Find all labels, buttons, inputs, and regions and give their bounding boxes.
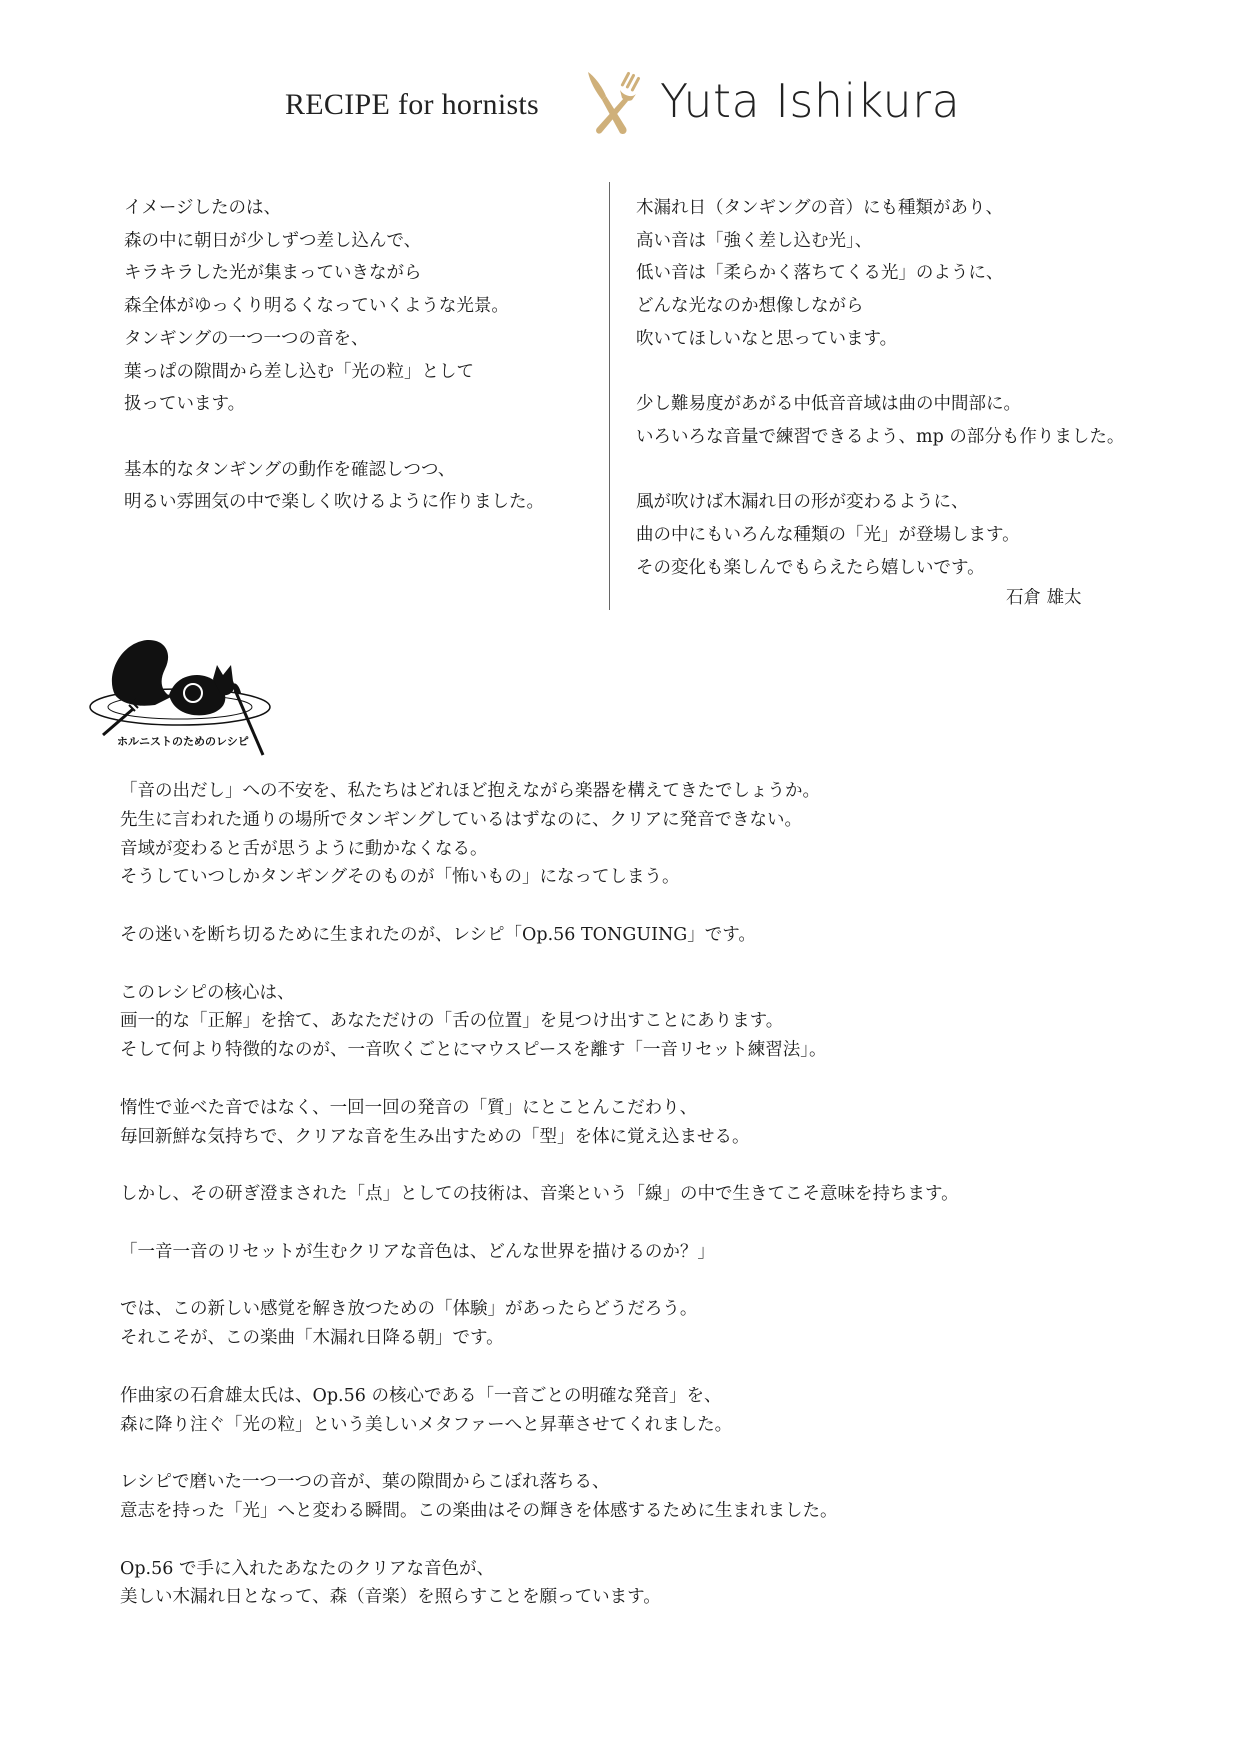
text-line: 森の中に朝日が少しずつ差し込んで、 xyxy=(124,230,422,251)
text-line: 低い音は「柔らかく落ちてくる光」のように、 xyxy=(636,263,1004,284)
text-line: 「音の出だし」への不安を、私たちはどれほど抱えながら楽器を構えてきたでしょうか。 xyxy=(120,781,820,801)
text-line: 明るい雰囲気の中で楽しく吹けるように作りました。 xyxy=(124,492,544,513)
text-line: 作曲家の石倉雄太氏は、Op.56 の核心である「一音ごとの明確な発音」を、 xyxy=(120,1385,722,1406)
horn-cat-plate-icon xyxy=(85,635,275,757)
text-line: 吹いてほしいなと思っています。 xyxy=(636,328,898,349)
text-line: 惰性で並べた音ではなく、一回一回の発音の「質」にとことんこだわり、 xyxy=(120,1097,698,1118)
text-line: イメージしたのは、 xyxy=(124,198,281,218)
essay-paragraph xyxy=(120,1555,1160,1613)
essay-paragraph xyxy=(120,1094,1160,1152)
text-line: 森に降り注ぐ「光の粒」という美しいメタファーへと昇華させてくれました。 xyxy=(120,1414,733,1435)
essay-paragraph xyxy=(120,1295,1160,1353)
text-line: 少し難易度があがる中低音音域は曲の中間部に。 xyxy=(636,394,1021,415)
text-line: 先生に言われた通りの場所でタンギングしているはずなのに、クリアに発音できない。 xyxy=(120,809,802,830)
text-line: 森全体がゆっくり明るくなっていくような光景。 xyxy=(124,296,509,317)
text-line: 「一音一音のリセットが生むクリアな音色は、どんな世界を描けるのか？」 xyxy=(120,1241,715,1262)
text-line: しかし、その研ぎ澄まされた「点」としての技術は、音楽という「線」の中で生きてこそ意味を持ちます。 xyxy=(120,1184,959,1205)
text-line: タンギングの一つ一つの音を、 xyxy=(124,328,369,349)
text-line: Op.56 で手に入れたあなたのクリアな音色が、 xyxy=(120,1558,494,1579)
text-line: そして何より特徴的なのが、一音吹くごとにマウスピースを離す「一音リセット練習法」。 xyxy=(120,1040,827,1061)
logo-caption: ホルニストのためのレシピ xyxy=(117,735,249,748)
composer-note-left xyxy=(124,192,594,519)
text-line: このレシピの核心は、 xyxy=(120,982,295,1003)
fork-knife-icon xyxy=(580,70,642,140)
essay-paragraph xyxy=(120,1382,1160,1440)
text-line: そうしていつしかタンギングそのものが「怖いもの」になってしまう。 xyxy=(120,867,680,888)
essay-body xyxy=(120,777,1160,1641)
blank-line xyxy=(636,454,1156,487)
text-line: その迷いを断ち切るために生まれたのが、レシピ「Op.56 TONGUING」です。 xyxy=(120,924,756,945)
essay-paragraph xyxy=(120,979,1160,1065)
page-header xyxy=(0,70,1241,150)
text-line: 木漏れ日（タンギングの音）にも種類があり、 xyxy=(636,198,1003,218)
essay-paragraph xyxy=(120,1468,1160,1526)
text-line: レシピで磨いた一つ一つの音が、葉の隙間からこぼれ落ちる、 xyxy=(120,1472,610,1493)
text-line: その変化も楽しんでもらえたら嬉しいです。 xyxy=(636,557,985,578)
text-line: 風が吹けば木漏れ日の形が変わるように、 xyxy=(636,492,969,513)
text-line: 画一的な「正解」を捨て、あなただけの「舌の位置」を見つけ出すことにあります。 xyxy=(120,1011,784,1032)
composer-note-right xyxy=(636,192,1156,584)
essay-paragraph xyxy=(120,1180,1160,1209)
text-line: 毎回新鮮な気持ちで、クリアな音を生み出すための「型」を体に覚え込ませる。 xyxy=(120,1126,750,1147)
text-line: 葉っぱの隙間から差し込む「光の粒」として xyxy=(124,361,474,382)
recipe-title: RECIPE for hornists xyxy=(285,88,540,121)
column-divider xyxy=(609,182,610,610)
text-line: 曲の中にもいろんな種類の「光」が登場します。 xyxy=(636,525,1020,545)
blank-line xyxy=(124,421,594,454)
text-line: 扱っています。 xyxy=(124,394,246,415)
text-line: それこそが、この楽曲「木漏れ日降る朝」です。 xyxy=(120,1328,504,1349)
text-line: どんな光なのか想像しながら xyxy=(636,296,864,317)
composer-signature: 石倉 雄太 xyxy=(1006,588,1082,608)
text-line: 意志を持った「光」へと変わる瞬間。この楽曲はその輝きを体感するために生まれました。 xyxy=(120,1500,838,1521)
essay-paragraph xyxy=(120,921,1160,950)
essay-paragraph xyxy=(120,1238,1160,1267)
text-line: 基本的なタンギングの動作を確認しつつ、 xyxy=(124,459,456,480)
text-line: 高い音は「強く差し込む光」、 xyxy=(636,230,873,251)
text-line: 音域が変わると舌が思うように動かなくなる。 xyxy=(120,838,488,859)
essay-paragraph xyxy=(120,777,1160,892)
text-line: キラキラした光が集まっていきながら xyxy=(124,263,422,284)
blank-line xyxy=(636,356,1156,389)
text-line: いろいろな音量で練習できるよう、mp の部分も作りました。 xyxy=(636,426,1125,447)
author-name: Yuta Ishikura xyxy=(660,74,961,128)
text-line: 美しい木漏れ日となって、森（音楽）を照らすことを願っています。 xyxy=(120,1587,661,1608)
text-line: では、この新しい感覚を解き放つための「体験」があったらどうだろう。 xyxy=(120,1299,698,1320)
